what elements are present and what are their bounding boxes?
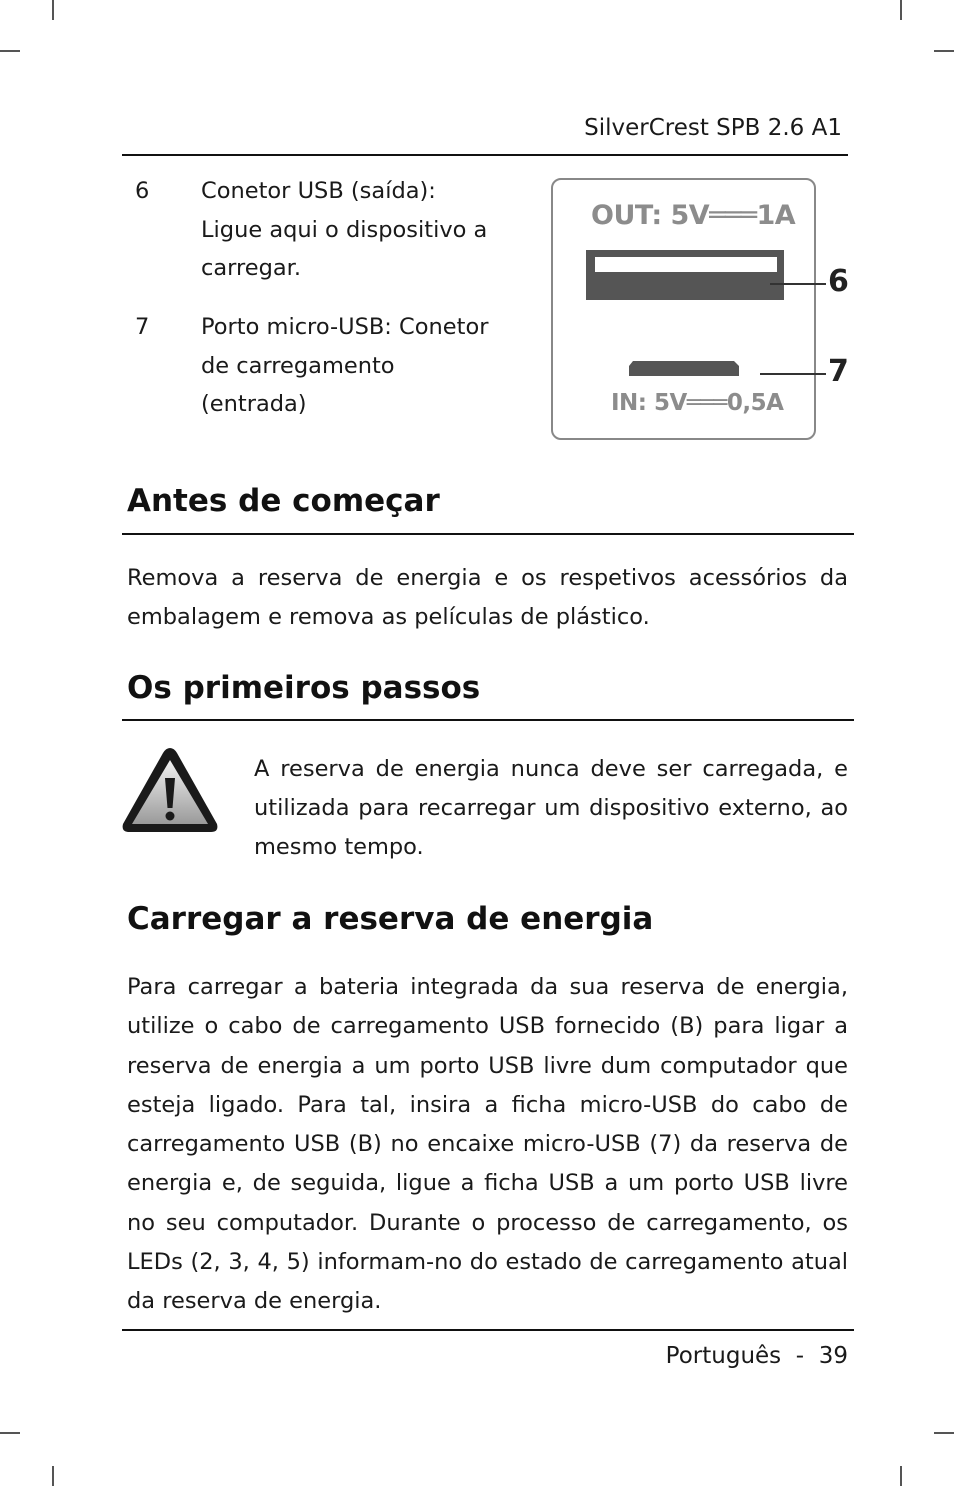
section-title-charging: Carregar a reserva de energia — [127, 901, 654, 937]
section-title-before: Antes de começar — [127, 483, 440, 519]
item-line: de carregamento — [201, 352, 395, 379]
crop-mark — [52, 0, 54, 20]
crop-mark — [52, 1466, 54, 1486]
paragraph-before: Remova a reserva de energia e os respetivos acessórios da embalagem e remova as películas de plástico. — [127, 565, 848, 631]
footer-rule — [122, 1329, 854, 1331]
callout-lines — [760, 180, 880, 440]
header-rule — [122, 154, 848, 156]
warning-icon — [120, 746, 220, 834]
item-line: carregar. — [201, 255, 302, 281]
footer — [666, 1340, 848, 1372]
micro-usb-port-shape — [629, 361, 739, 376]
item-line: Porto micro-USB: Conetor — [201, 314, 489, 340]
item-line: Conetor USB (saída): — [201, 178, 436, 204]
out-label: OUT: 5V═══1A — [591, 200, 796, 231]
section-rule — [122, 533, 854, 535]
crop-mark — [900, 0, 902, 20]
item-line: (entrada) — [201, 391, 307, 417]
crop-mark — [900, 1466, 902, 1486]
footer-separator: - — [795, 1343, 805, 1369]
paragraph-charging: Para carregar a bateria integrada da sua reserva de energia, utilize o cabo de carregamento USB fornecido (B) para ligar a reserva de energia a um porto USB livre dum computador que esteja ligado. Para tal, insira a ficha micro-USB do cabo de carregamento USB (B) no encaixe micro-USB (7) da reserva de energia e, de seguida, ligue a ficha USB a um porto USB livre no seu computador. Durante o processo de carregamento, os LEDs (2, 3, 4, 5) informam-no do estado de carregamento atual da reserva de energia. — [127, 974, 848, 1315]
item-line: Ligue aqui o dispositivo a — [201, 216, 488, 243]
crop-mark — [0, 1432, 20, 1434]
warning-text: A reserva de energia nunca deve ser carregada, e utilizada para recarregar um dispositivo externo, ao mesmo tempo. — [254, 756, 848, 860]
list-item — [135, 308, 505, 424]
footer-language: Português — [665, 1343, 782, 1369]
item-number: 6 — [135, 178, 150, 204]
page-number: 39 — [818, 1343, 848, 1369]
section-title-first-steps: Os primeiros passos — [127, 670, 481, 706]
usb-port-slot — [595, 257, 777, 272]
callout-6: 6 — [828, 264, 849, 299]
crop-mark — [0, 50, 20, 52]
callout-7: 7 — [828, 354, 849, 389]
in-label: IN: 5V═══0,5A — [611, 390, 784, 416]
crop-mark — [934, 50, 954, 52]
section-rule — [122, 719, 854, 721]
list-item — [135, 172, 505, 288]
header-product-name: SilverCrest SPB 2.6 A1 — [584, 115, 842, 141]
item-number: 7 — [135, 314, 150, 340]
crop-mark — [934, 1432, 954, 1434]
